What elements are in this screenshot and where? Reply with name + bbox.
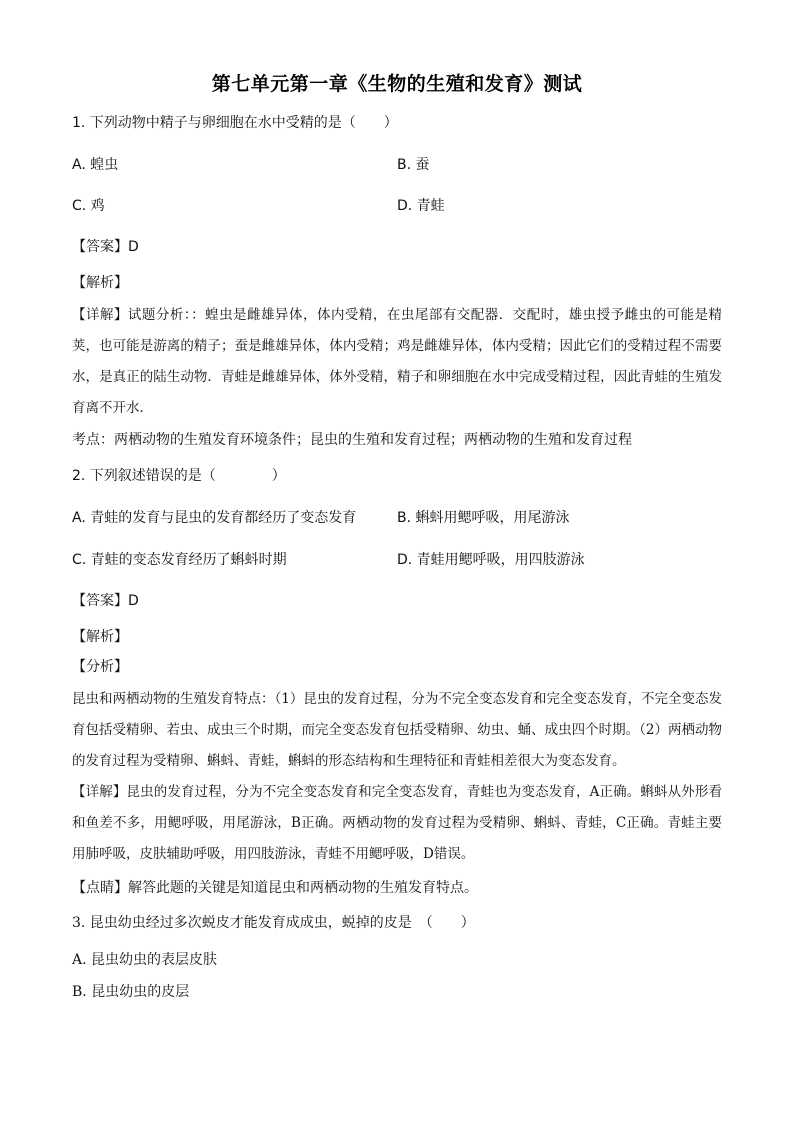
page-title: 第七单元第一章《生物的生殖和发育》测试 bbox=[211, 73, 583, 95]
question-3-option-b: B. 昆虫幼虫的皮层 bbox=[72, 984, 190, 1000]
question-2-option-c: C. 青蛙的变态发育经历了蝌蚪时期 bbox=[72, 552, 287, 568]
question-2-option-d: D. 青蛙用鳃呼吸，用四肢游泳 bbox=[397, 552, 585, 568]
question-2-option-a: A. 青蛙的发育与昆虫的发育都经历了变态发育 bbox=[72, 510, 357, 526]
question-2-detail: 【详解】昆虫的发育过程，分为不完全变态发育和完全变态发育，青蛙也为变态发育，A正确。蝌蚪从外形看和鱼差不多，用鳃呼吸，用尾游泳，B正确。两栖动物的发育过程为受精卵、蝌蚪、青蛙，C正确。青蛙主要用肺呼吸，皮肤辅助呼吸，用四肢游泳，青蛙不用鳃呼吸，D错误。 bbox=[72, 784, 722, 862]
question-2-option-b: B. 蝌蚪用鳃呼吸，用尾游泳 bbox=[397, 510, 570, 526]
question-2-answer: 【答案】D bbox=[72, 593, 139, 609]
question-2-analysis-label: 【解析】 bbox=[72, 629, 128, 645]
question-1-stem: 1. 下列动物中精子与卵细胞在水中受精的是（ ） bbox=[72, 115, 398, 131]
question-3-option-a: A. 昆虫幼虫的表层皮肤 bbox=[72, 952, 218, 968]
question-3-stem: 3. 昆虫幼虫经过多次蜕皮才能发育成成虫，蜕掉的皮是 （ ） bbox=[72, 915, 475, 931]
question-1-analysis-label: 【解析】 bbox=[72, 275, 128, 291]
question-1-answer: 【答案】D bbox=[72, 239, 139, 255]
question-2-fenxi: 昆虫和两栖动物的生殖发育特点：（1）昆虫的发育过程，分为不完全变态发育和完全变态发育，不完全变态发育包括受精卵、若虫、成虫三个时期，而完全变态发育包括受精卵、幼虫、蛹、成虫四个时期。（2）两栖动物的发育过程为受精卵、蝌蚪、青蛙，蝌蚪的形态结构和生理特征和青蛙相差很大为变态发育。 bbox=[72, 691, 722, 769]
question-1-detail: 【详解】试题分析：：蝗虫是雌雄异体，体内受精，在虫尾部有交配器．交配时，雄虫授予雌虫的可能是精荚，也可能是游离的精子；蚕是雌雄异体，体内受精；鸡是雌雄异体，体内受精；因此它们的受精过程不需要水，是真正的陆生动物．青蛙是雌雄异体，体外受精，精子和卵细胞在水中完成受精过程，因此青蛙的生殖发育离不开水． bbox=[72, 307, 722, 416]
question-2-fenxi-label: 【分析】 bbox=[72, 659, 128, 675]
question-1-option-a: A. 蝗虫 bbox=[72, 157, 119, 173]
question-1-option-b: B. 蚕 bbox=[397, 157, 430, 173]
question-2-stem: 2. 下列叙述错误的是（ ） bbox=[72, 468, 286, 484]
question-1-kaodian: 考点：两栖动物的生殖发育环境条件；昆虫的生殖和发育过程；两栖动物的生殖和发育过程 bbox=[72, 432, 632, 448]
question-1-option-c: C. 鸡 bbox=[72, 198, 105, 214]
question-1-option-d: D. 青蛙 bbox=[397, 198, 445, 214]
question-2-dianjing: 【点睛】解答此题的关键是知道昆虫和两栖动物的生殖发育特点。 bbox=[72, 880, 478, 896]
